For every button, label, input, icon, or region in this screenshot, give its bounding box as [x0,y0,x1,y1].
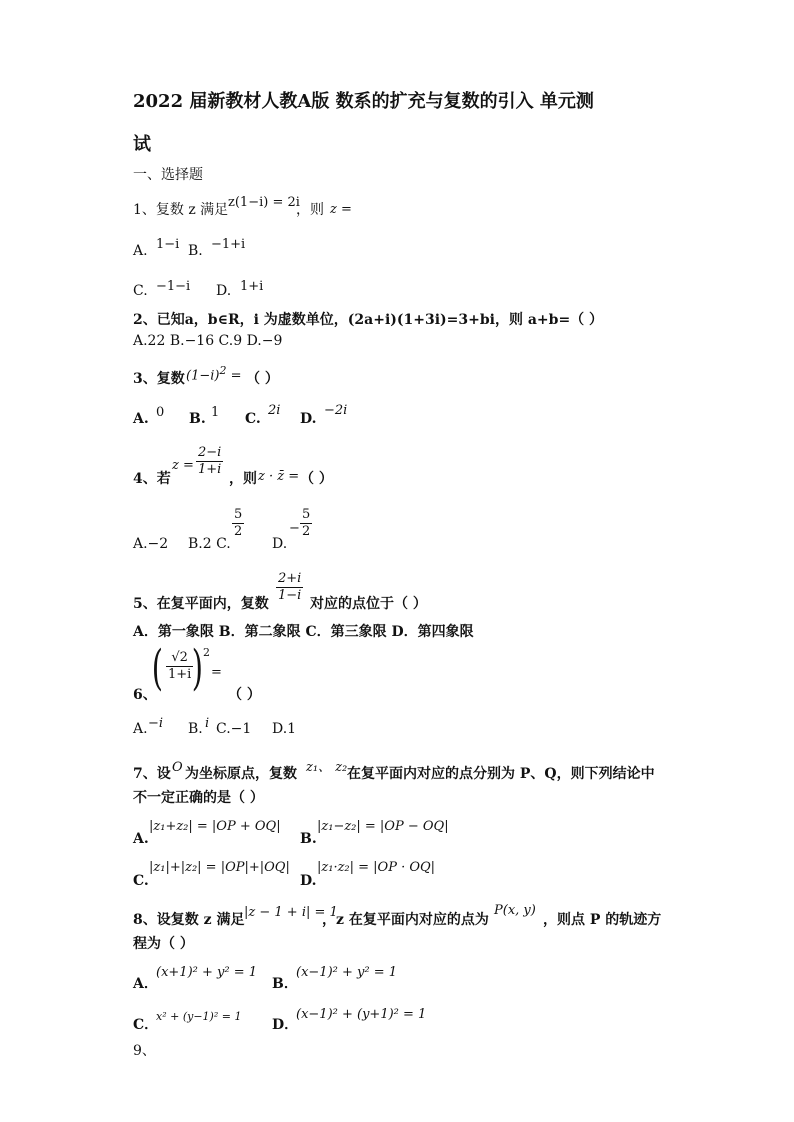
q4-option-d-num: 5 [302,507,311,522]
q8-option-c: x² + (y−1)² = 1 [156,1010,242,1023]
q4-option-c-fraction [232,508,244,540]
q4-option-a: A.−2 [133,536,169,552]
q3-option-c-label: C. [245,411,261,427]
q8-option-a-label: A． [133,976,158,992]
doc-title-line2: 试 [133,134,151,155]
q7-origin-o: O [172,760,183,775]
q4-stem-a: 4、若 [133,471,171,487]
q5-options: A．第一象限 B．第二象限 C．第三象限 D．第四象限 [133,624,474,640]
q5-numerator: 2+i [278,571,302,586]
q9-label: 9、 [133,1043,156,1059]
q1-option-d: 1+i [240,279,264,294]
q8-stem-b: ，z 在复平面内对应的点为 [322,912,489,928]
q7-option-b-label: B. [300,831,317,847]
q7-option-d-label: D. [300,873,317,889]
q6-numerator: √2 [171,650,188,665]
q5-stem-b: 对应的点位于（ ） [310,596,427,612]
q1-condition: z(1−i) = 2i [228,195,300,210]
q7-stem-a: 7、设 [133,766,171,782]
q2-options: A.22 B.−16 C.9 D.−9 [133,333,283,349]
q7-option-c-label: C. [133,873,149,889]
q1-option-c-label: C. [133,283,148,299]
q6-option-b-label: B. [188,721,203,737]
q1-stem-a: 1、复数 z 满足 [133,202,229,218]
q3-eq: = [226,368,242,384]
doc-title-line1: 2022 届新教材人教A版 数系的扩充与复数的引入 单元测 [133,91,594,112]
q5-denominator: 1−i [278,588,302,604]
q7-stem-b: 为坐标原点，复数 [185,766,297,782]
q6-option-a-label: A. [133,721,148,737]
q4-answer-paren: （ ） [300,471,333,487]
q3-base: (1−i) [186,368,220,384]
q3-option-c: 2i [268,403,281,418]
q4-option-d-fraction [300,508,312,540]
q8-option-d-label: D． [272,1017,299,1033]
q7-option-d: |z₁·z₂| = |OP · OQ| [317,860,436,875]
q4-option-d-label: D. [272,536,288,552]
q4-numerator: 2−i [198,445,222,460]
q6-option-a: −i [148,716,164,731]
q4-option-b: B.2 C. [188,536,231,552]
q8-option-d: (x−1)² + (y+1)² = 1 [296,1007,427,1022]
q3-answer-paren: （ ） [246,371,279,387]
q1-option-c: −1−i [156,279,191,294]
q3-option-a: 0 [156,405,165,420]
q8-option-a: (x+1)² + y² = 1 [156,965,257,980]
q6-left-paren: ( [151,640,163,696]
q7-stem-c: 在复平面内对应的点分别为 P、Q，则下列结论中 [347,766,655,782]
q8-stem-a: 8、设复数 z 满足 [133,912,245,928]
q3-exponent: 2 [219,364,227,377]
q2-stem: 2、已知a，b∈R，i 为虚数单位，(2a+i)(1+3i)=3+bi，则 a+b=（ ） [133,312,604,328]
q1-option-d-label: D. [216,283,232,299]
q8-option-c-label: C． [133,1017,159,1033]
q3-stem: 3、复数 [133,371,185,387]
q4-zz-expr: z · z̄ = [258,469,300,484]
q1-option-a-label: A. [133,243,148,259]
q6-eq: = [211,665,222,680]
q3-option-b: 1 [211,405,220,420]
q5-stem-a: 5、在复平面内，复数 [133,596,269,612]
q8-stem-c: ，则点 P 的轨迹方 [543,912,662,928]
section-heading: 一、选择题 [133,167,203,183]
q1-option-b-label: B. [188,243,203,259]
q4-denominator: 1+i [198,462,222,478]
q6-option-b: i [205,716,210,731]
q7-option-c: |z₁|+|z₂| = |OP|+|OQ| [149,860,290,875]
q7-option-a: |z₁+z₂| = |OP + OQ| [149,819,281,834]
q6-answer-paren: （ ） [228,687,261,703]
q3-option-a-label: A. [133,411,149,427]
q1-option-a: 1−i [156,237,180,252]
q7-option-a-label: A. [133,831,149,847]
q3-expr [186,365,242,382]
q6-label: 6、 [133,687,157,703]
q7-option-b: |z₁−z₂| = |OP − OQ| [317,819,449,834]
q4-option-c-num: 5 [234,507,243,522]
q6-exponent: 2 [203,646,210,659]
q6-fraction [166,651,193,683]
q8-point-p: P(x, y) [494,903,536,918]
q4-option-d-den: 2 [302,524,311,540]
q4-z-eq: z = [172,458,194,473]
q7-z1z2: z₁、 z₂ [306,760,348,775]
q8-condition: |z − 1 + i| = 1 [244,905,338,920]
q8-option-b: (x−1)² + y² = 1 [296,965,397,980]
q1-option-b: −1+i [211,237,246,252]
q8-stem-d: 程为（ ） [133,936,194,952]
q4-option-d-minus: − [289,521,300,536]
q4-option-c-den: 2 [234,524,243,540]
q6-option-d: D.1 [272,721,297,737]
q6-denominator: 1+i [168,667,192,683]
q4-stem-b: ，则 [229,471,257,487]
q1-z-eq: z = [330,202,352,217]
q3-option-d-label: D. [300,411,317,427]
q4-fraction [196,446,223,478]
q7-stem-d: 不一定正确的是（ ） [133,790,264,806]
q3-option-d: −2i [324,403,348,418]
q5-fraction [276,572,303,604]
q8-option-b-label: B． [272,976,298,992]
q6-option-c: C.−1 [216,721,252,737]
q1-stem-b: ，则 [296,202,324,218]
q6-right-paren: ) [191,640,203,696]
q3-option-b-label: B. [189,411,206,427]
